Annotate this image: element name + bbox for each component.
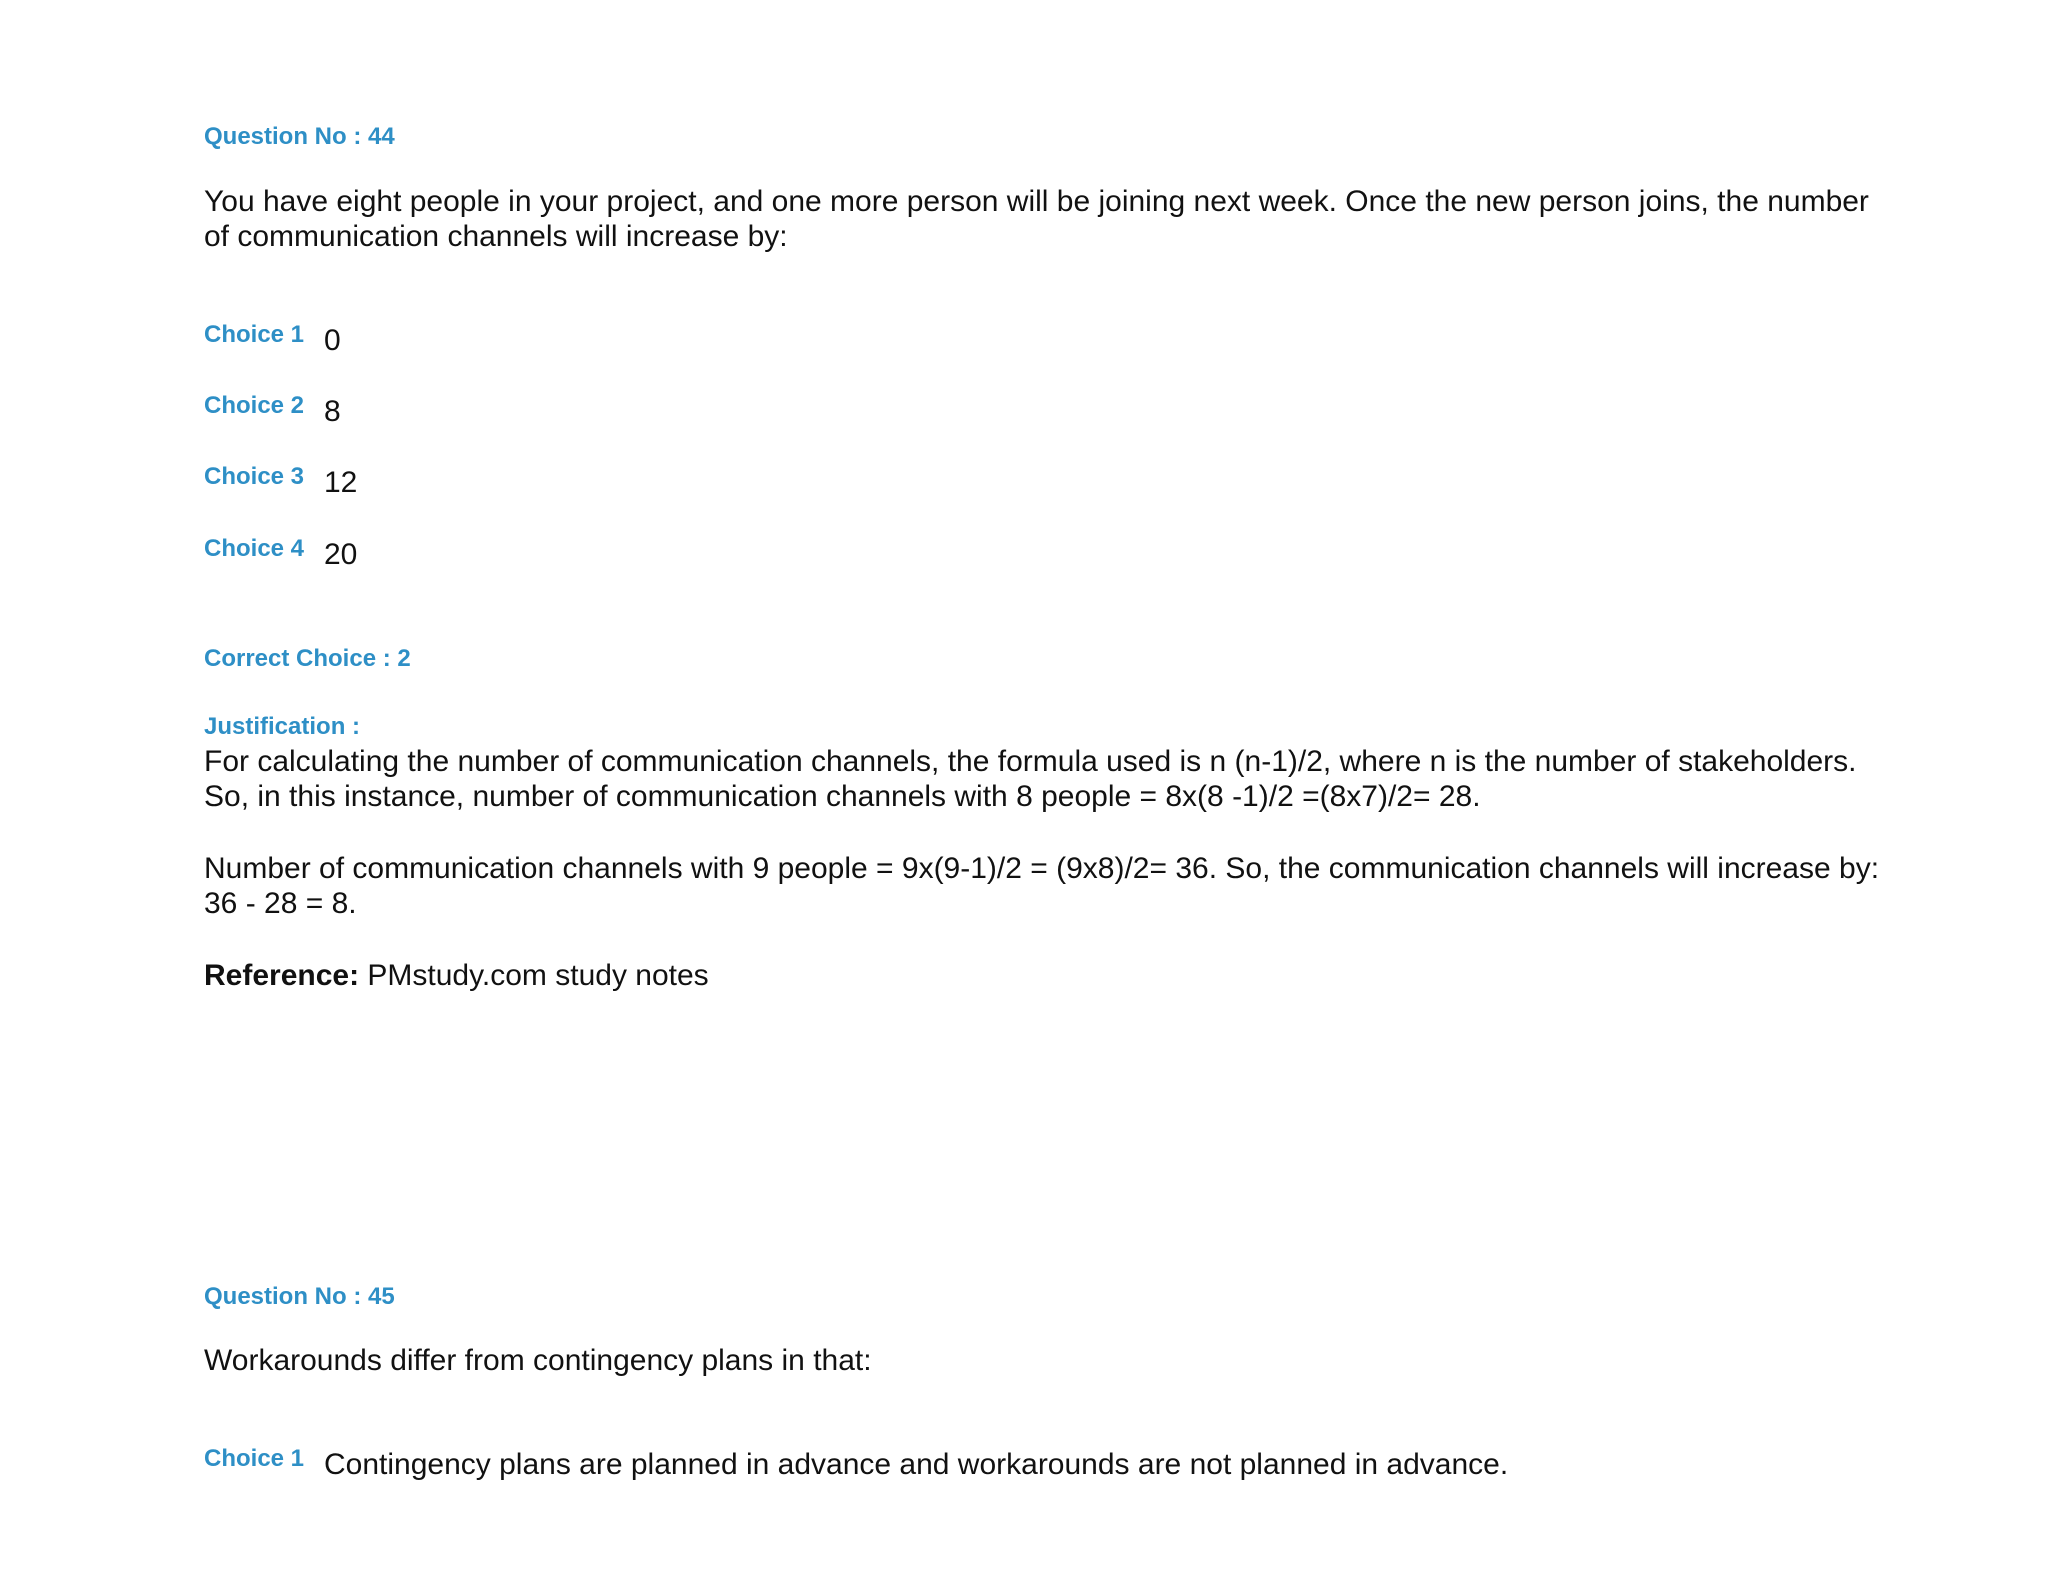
question-44-heading: Question No : 44 [204, 123, 395, 150]
justification-label: Justification : [204, 713, 361, 740]
reference-label: Reference: [204, 959, 360, 992]
choice-text: 0 [324, 324, 341, 357]
choice-label: Choice 1 [204, 1445, 305, 1472]
justification-paragraph-1: For calculating the number of communication channels, the formula used is n (n-1)/2, where n is the number of stakeholders. So, in this instance, number of communication channels with 8 people = 8x(8 -1)/2 =(8x7)/2= 28. [204, 745, 1857, 813]
choice-text: Contingency plans are planned in advance and workarounds are not planned in advance. [324, 1448, 1509, 1481]
question-45-text: Workarounds differ from contingency plans in that: [204, 1344, 872, 1377]
choice-text: 20 [324, 538, 358, 571]
choice-label: Choice 2 [204, 392, 305, 419]
choice-text: 8 [324, 395, 341, 428]
correct-choice: Correct Choice : 2 [204, 645, 411, 672]
choice-text: 12 [324, 466, 358, 499]
reference-line [204, 958, 1904, 993]
justification-paragraph-2: Number of communication channels with 9 people = 9x(9-1)/2 = (9x8)/2= 36. So, the communication channels will increase by: 36 - 28 = 8. [204, 852, 1880, 920]
choice-label: Choice 1 [204, 321, 305, 348]
choice-label: Choice 3 [204, 463, 305, 490]
reference-text: PMstudy.com study notes [359, 959, 709, 992]
question-45-heading: Question No : 45 [204, 1283, 395, 1310]
question-44-text: You have eight people in your project, and one more person will be joining next week. Once the new person joins, the number of communication channels will increase by: [204, 185, 1869, 253]
choice-label: Choice 4 [204, 535, 305, 562]
